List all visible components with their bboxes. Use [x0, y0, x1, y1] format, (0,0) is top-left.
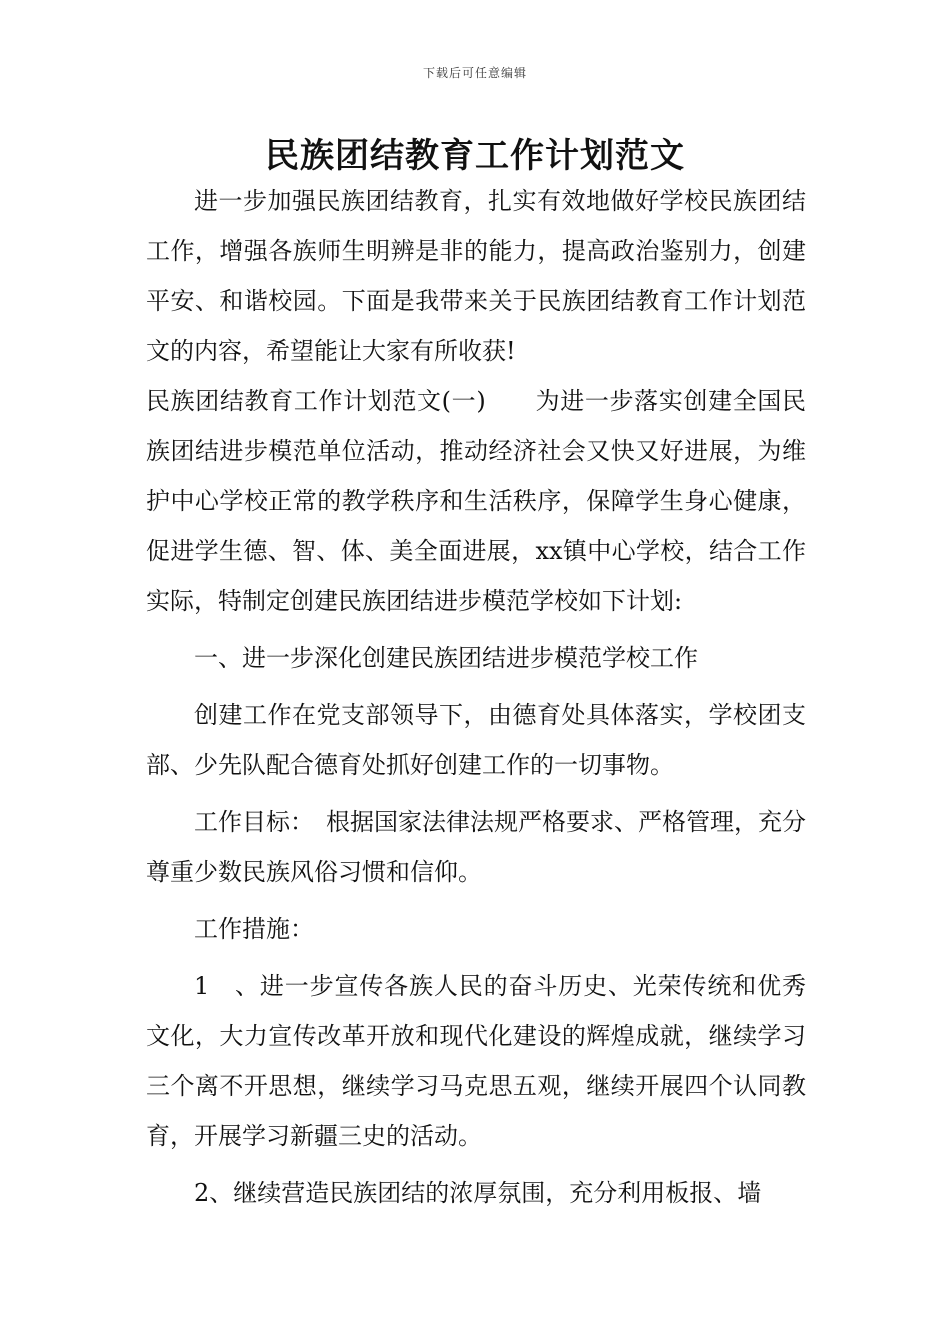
section-heading: 一、进一步深化创建民族团结进步模范学校工作 [194, 644, 698, 672]
work-goal-paragraph: 工作目标： 根据国家法律法规严格要求、严格管理，充分尊重少数民族风俗习惯和信仰。 [146, 808, 806, 886]
document-body [146, 176, 806, 1218]
body-paragraph: 创建工作在党支部领导下，由德育处具体落实，学校团支部、少先队配合德育处抓好创建工作的一切事物。 [146, 701, 806, 779]
intro-paragraph: 进一步加强民族团结教育，扎实有效地做好学校民族团结工作，增强各族师生明辨是非的能力，提高政治鉴别力，创建平安、和谐校园。下面是我带来关于民族团结教育工作计划范文的内容，希望能让大家有所收获! [146, 187, 806, 365]
measure-item-1: 1 、进一步宣传各族人民的奋斗历史、光荣传统和优秀文化，大力宣传改革开放和现代化建设的辉煌成就，继续学习三个离不开思想，继续学习马克思五观，继续开展四个认同教育，开展学习新疆三史的活动。 [146, 972, 806, 1150]
document-title: 民族团结教育工作计划范文 [265, 136, 685, 176]
work-measures-heading: 工作措施： [194, 915, 314, 943]
plan-intro-paragraph: 民族团结教育工作计划范文(一) 为进一步落实创建全国民族团结进步模范单位活动，推动经济社会又快又好进展，为维护中心学校正常的教学秩序和生活秩序，保障学生身心健康，促进学生德、智、体、美全面进展，xx镇中心学校，结合工作实际，特制定创建民族团结进步模范学校如下计划: [146, 387, 806, 615]
page-header-note: 下载后可任意编辑 [422, 66, 527, 80]
measure-item-2: 2、继续营造民族团结的浓厚氛围，充分利用板报、墙 [194, 1179, 762, 1207]
